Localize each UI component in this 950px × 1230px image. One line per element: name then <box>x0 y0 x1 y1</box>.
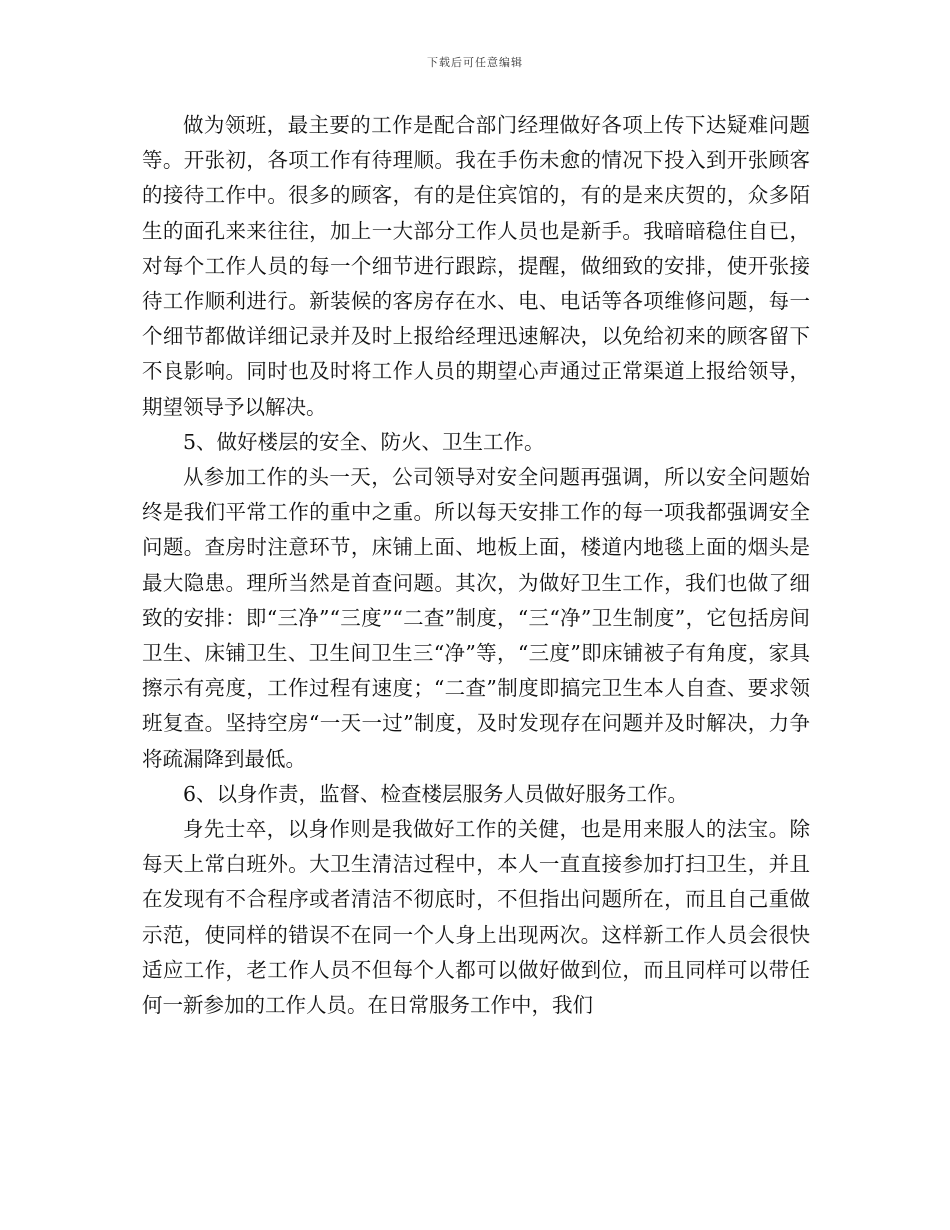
page-header: 下载后可任意编辑 <box>427 56 523 69</box>
paragraph-lead-by-example: 身先士卒，以身作则是我做好工作的关健，也是用来服人的法宝。除每天上常白班外。大卫生清洁过程中，本人一直直接参加打扫卫生，并且在发现有不合程序或者清洁不彻底时，不但指出问题所在，而且自己重做示范，使同样的错误不在同一个人身上出现两次。这样新工作人员会很快适应工作，老工作人员不但每个人都可以做好做到位，而且同样可以带任何一新参加的工作人员。在日常服务工作中，我们 <box>142 817 810 1018</box>
paragraph-leader-duties: 做为领班，最主要的工作是配合部门经理做好各项上传下达疑难问题等。开张初，各项工作有待理顺。我在手伤未愈的情况下投入到开张顾客的接待工作中。很多的顾客，有的是住宾馆的，有的是来庆贺的，众多陌生的面孔来来往往，加上一大部分工作人员也是新手。我暗暗稳住自已，对每个工作人员的每一个细节进行跟踪，提醒，做细致的安排，使开张接待工作顺利进行。新装候的客房存在水、电、电话等各项维修问题，每一个细节都做详细记录并及时上报给经理迅速解决，以免给初来的顾客留下不良影响。同时也及时将工作人员的期望心声通过正常渠道上报给领导，期望领导予以解决。 <box>142 113 810 419</box>
document-body <box>142 108 810 1023</box>
paragraph-safety-hygiene: 从参加工作的头一天，公司领导对安全问题再强调，所以安全问题始终是我们平常工作的重中之重。所以每天安排工作的每一项我都强调安全问题。查房时注意环节，床铺上面、地板上面，楼道内地毯上面的烟头是最大隐患。理所当然是首查问题。其次，为做好卫生工作，我们也做了细致的安排：即“三净”“三度”“二查”制度，“三“净”卫生制度”，它包括房间卫生、床铺卫生、卫生间卫生三“净”等，“三度”即床铺被子有角度，家具擦示有亮度，工作过程有速度；“二查”制度即搞完卫生本人自查、要求领班复查。坚持空房“一天一过”制度，及时发现存在问题并及时解决，力争将疏漏降到最低。 <box>142 465 810 771</box>
heading-supervision-section: 6、以身作责，监督、检查楼层服务人员做好服务工作。 <box>183 781 689 806</box>
heading-safety-section: 5、做好楼层的安全、防火、卫生工作。 <box>183 429 545 454</box>
